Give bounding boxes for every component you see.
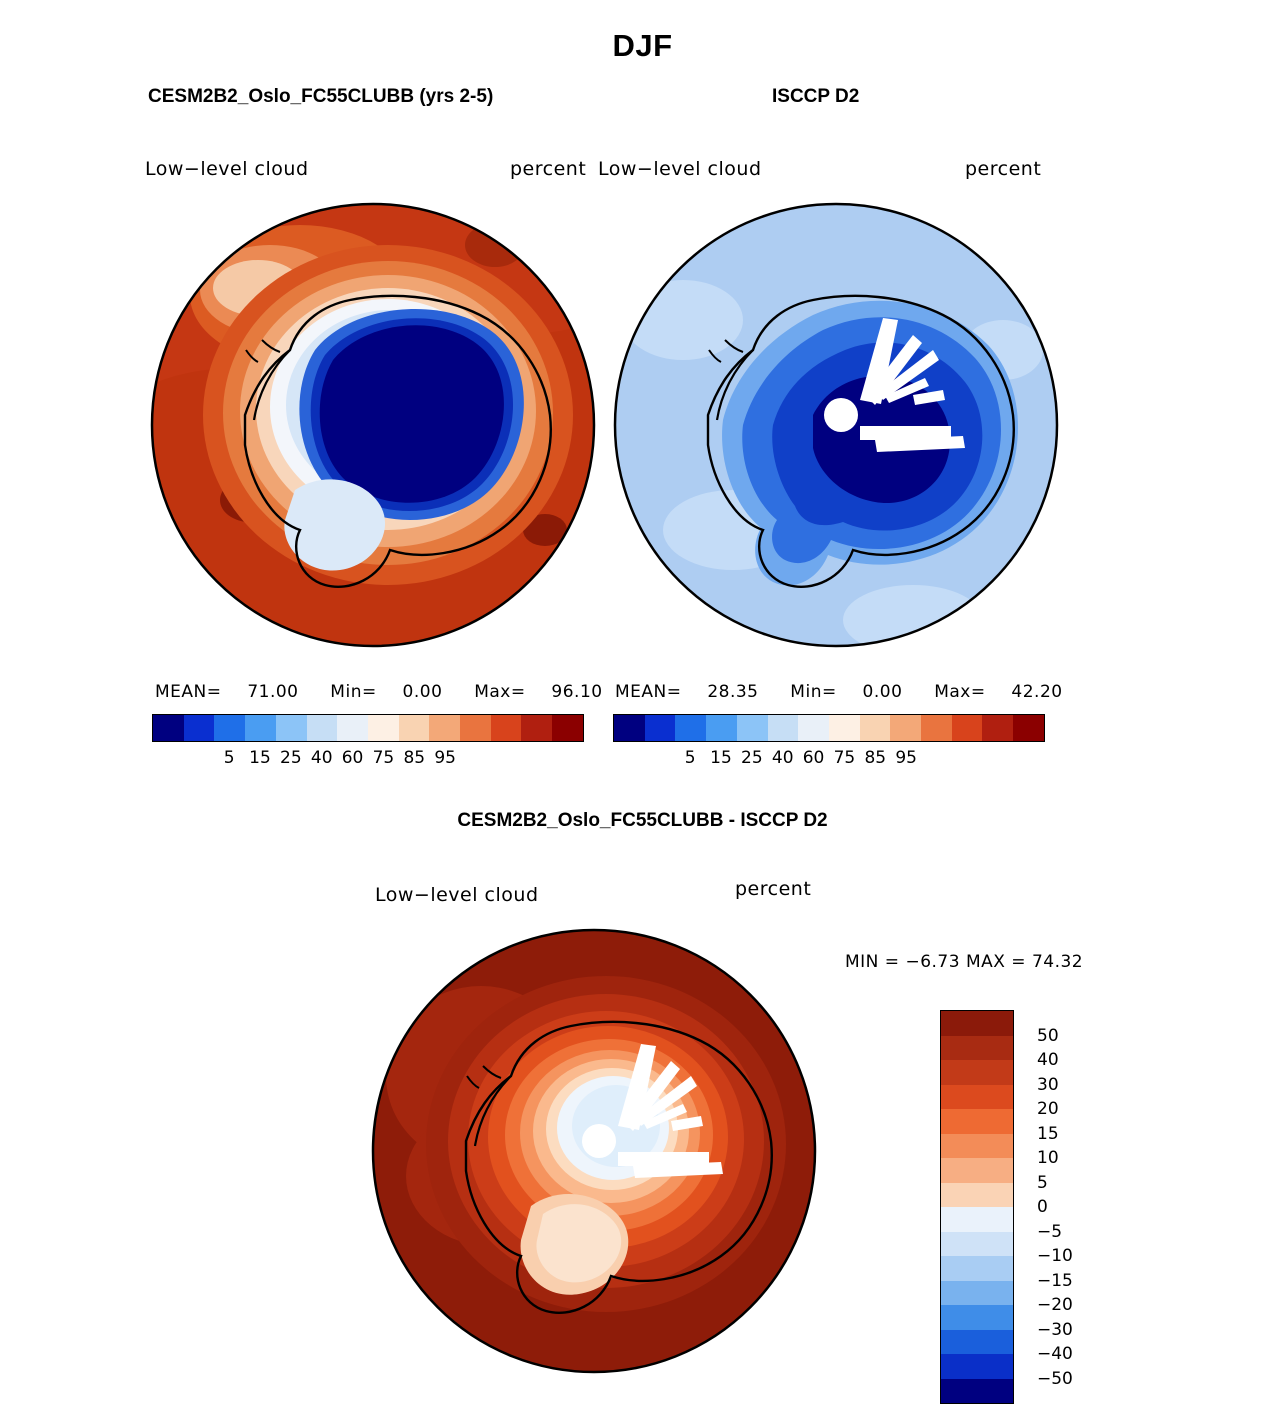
colorbar-row	[941, 1354, 1013, 1379]
colorbar-swatch	[245, 715, 276, 741]
colorbar-swatch	[337, 715, 368, 741]
colorbar-row	[941, 1109, 1013, 1134]
colorbar-tick-label: −20	[1037, 1295, 1073, 1315]
colorbar-tick-label: 85	[403, 748, 426, 768]
max-label-model: Max=	[474, 682, 526, 702]
colorbar-tick-label: 0	[1037, 1197, 1048, 1217]
panel-title-obs: ISCCP D2	[772, 86, 860, 107]
colorbar-tick-label: 75	[833, 748, 856, 768]
min-label-obs: Min=	[790, 682, 837, 702]
colorbar-swatch	[214, 715, 245, 741]
colorbar-swatch	[941, 1354, 1013, 1379]
min-value-obs: 0.00	[862, 682, 903, 702]
colorbar-tick-label: 40	[1037, 1050, 1059, 1070]
polar-map-difference	[371, 926, 817, 1376]
colorbar-swatch	[552, 715, 583, 741]
colorbar-tick-label: 5	[684, 748, 696, 768]
colorbar-swatch	[941, 1011, 1013, 1036]
colorbar-model	[152, 714, 584, 742]
mean-label-model: MEAN=	[155, 682, 222, 702]
colorbar-tick-label: 60	[802, 748, 825, 768]
colorbar-tick-label: 60	[341, 748, 364, 768]
colorbar-swatch	[614, 715, 645, 741]
mean-value-model: 71.00	[247, 682, 299, 702]
colorbar-swatch	[276, 715, 307, 741]
colorbar-row	[941, 1183, 1013, 1208]
colorbar-swatch	[941, 1060, 1013, 1085]
colorbar-swatch	[941, 1305, 1013, 1330]
colorbar-row	[941, 1232, 1013, 1257]
panel-variable-label-model: Low−level cloud	[145, 158, 309, 180]
colorbar-tick-label: 10	[1037, 1148, 1059, 1168]
polar-map-model	[150, 200, 596, 650]
colorbar-tick-label: 40	[771, 748, 794, 768]
min-value-model: 0.00	[402, 682, 443, 702]
colorbar-tick-label: 20	[1037, 1099, 1059, 1119]
colorbar-row	[941, 1134, 1013, 1159]
colorbar-tick-label: 75	[372, 748, 395, 768]
colorbar-tick-label: 25	[741, 748, 763, 768]
mean-label-obs: MEAN=	[615, 682, 682, 702]
colorbar-tick-label: −10	[1037, 1246, 1073, 1266]
colorbar-swatch	[941, 1085, 1013, 1110]
colorbar-row	[941, 1085, 1013, 1110]
max-value-model: 96.10	[551, 682, 603, 702]
colorbar-tick-label: 25	[280, 748, 302, 768]
colorbar-swatch	[153, 715, 184, 741]
colorbar-tick-label: 15	[1037, 1123, 1059, 1144]
colorbar-swatch	[941, 1256, 1013, 1281]
colorbar-obs	[613, 714, 1045, 742]
colorbar-swatch	[368, 715, 399, 741]
stats-obs	[615, 682, 1063, 702]
colorbar-swatch	[491, 715, 522, 741]
colorbar-row	[941, 1060, 1013, 1085]
panel-variable-label-obs: Low−level cloud	[598, 158, 762, 180]
colorbar-swatch	[1013, 715, 1044, 741]
colorbar-row	[941, 1305, 1013, 1330]
colorbar-swatch	[941, 1183, 1013, 1208]
colorbar-tick-label: 40	[310, 748, 333, 768]
colorbar-swatch	[429, 715, 460, 741]
panel-units-label-model: percent	[510, 158, 587, 180]
colorbar-swatch	[829, 715, 860, 741]
colorbar-tick-label: 5	[223, 748, 235, 768]
colorbar-swatch	[798, 715, 829, 741]
colorbar-swatch	[941, 1158, 1013, 1183]
colorbar-swatch	[921, 715, 952, 741]
colorbar-swatch	[521, 715, 552, 741]
colorbar-swatch	[941, 1134, 1013, 1159]
colorbar-swatch	[941, 1330, 1013, 1355]
polar-map-obs	[613, 200, 1059, 650]
colorbar-tick-label: −5	[1037, 1221, 1063, 1242]
colorbar-tick-label: 95	[434, 748, 456, 768]
colorbar-tick-label: 95	[895, 748, 917, 768]
colorbar-swatch	[941, 1036, 1013, 1061]
colorbar-tick-label: −15	[1037, 1270, 1073, 1291]
colorbar-tick-label: 15	[249, 748, 271, 768]
stats-difference: MIN = −6.73 MAX = 74.32	[845, 952, 1084, 972]
colorbar-swatch	[941, 1109, 1013, 1134]
colorbar-row	[941, 1207, 1013, 1232]
colorbar-swatch	[645, 715, 676, 741]
panel-variable-label-difference: Low−level cloud	[375, 884, 539, 906]
max-label-obs: Max=	[934, 682, 986, 702]
colorbar-tick-label: 5	[1037, 1172, 1048, 1193]
colorbar-tick-label: 15	[710, 748, 732, 768]
colorbar-tick-label: 85	[864, 748, 887, 768]
panel-units-label-obs: percent	[965, 158, 1042, 180]
colorbar-row	[941, 1281, 1013, 1306]
colorbar-swatch	[706, 715, 737, 741]
colorbar-swatch	[941, 1281, 1013, 1306]
panel-units-label-difference: percent	[735, 878, 812, 900]
colorbar-swatch	[941, 1379, 1013, 1404]
colorbar-swatch	[941, 1232, 1013, 1257]
colorbar-row	[941, 1330, 1013, 1355]
colorbar-tick-label: 30	[1037, 1074, 1059, 1095]
figure-title: DJF	[612, 28, 673, 63]
colorbar-swatch	[890, 715, 921, 741]
colorbar-swatch	[860, 715, 891, 741]
colorbar-row	[941, 1256, 1013, 1281]
colorbar-tick-label: −40	[1037, 1344, 1073, 1364]
max-value-obs: 42.20	[1011, 682, 1063, 702]
colorbar-row	[941, 1158, 1013, 1183]
colorbar-tick-label: −30	[1037, 1319, 1073, 1340]
colorbar-swatch	[184, 715, 215, 741]
colorbar-swatch	[460, 715, 491, 741]
colorbar-swatch	[307, 715, 338, 741]
colorbar-swatch	[952, 715, 983, 741]
colorbar-swatch	[982, 715, 1013, 741]
colorbar-difference	[940, 1010, 1073, 1404]
colorbar-swatch	[768, 715, 799, 741]
colorbar-swatch	[941, 1207, 1013, 1232]
panel-title-model: CESM2B2_Oslo_FC55CLUBB (yrs 2-5)	[148, 86, 494, 107]
min-label-model: Min=	[330, 682, 377, 702]
colorbar-swatch	[737, 715, 768, 741]
mean-value-obs: 28.35	[707, 682, 759, 702]
colorbar-row	[941, 1036, 1013, 1061]
colorbar-swatch	[675, 715, 706, 741]
panel-title-difference: CESM2B2_Oslo_FC55CLUBB - ISCCP D2	[457, 810, 828, 831]
colorbar-tick-label: −50	[1037, 1368, 1073, 1389]
colorbar-row	[941, 1379, 1013, 1404]
stats-model	[155, 682, 603, 702]
colorbar-tick-label: 50	[1037, 1025, 1059, 1046]
colorbar-swatch	[399, 715, 430, 741]
colorbar-row	[941, 1011, 1013, 1036]
